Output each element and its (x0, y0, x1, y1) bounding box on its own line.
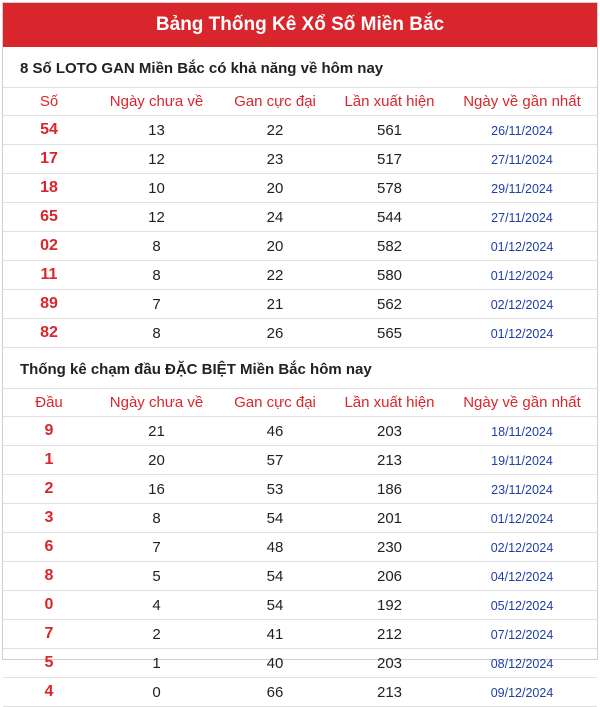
appearances-cell: 230 (332, 533, 447, 562)
number-cell: 1 (3, 446, 95, 475)
table-row (3, 591, 597, 620)
max-gap-cell: 24 (218, 203, 332, 232)
column-header: Ngày chưa về (95, 389, 218, 417)
table-row (3, 145, 597, 174)
appearances-cell: 561 (332, 116, 447, 145)
max-gap-cell: 22 (218, 261, 332, 290)
last-date-cell: 07/12/2024 (447, 620, 597, 649)
max-gap-cell: 48 (218, 533, 332, 562)
max-gap-cell: 54 (218, 504, 332, 533)
last-date-cell: 01/12/2024 (447, 232, 597, 261)
days-missing-cell: 12 (95, 145, 218, 174)
last-date-cell: 01/12/2024 (447, 261, 597, 290)
appearances-cell: 206 (332, 562, 447, 591)
number-cell: 82 (3, 319, 95, 348)
number-cell: 9 (3, 417, 95, 446)
max-gap-cell: 54 (218, 562, 332, 591)
table-row (3, 562, 597, 591)
appearances-cell: 203 (332, 649, 447, 678)
last-date-cell: 04/12/2024 (447, 562, 597, 591)
loto-gan-table (3, 88, 597, 348)
days-missing-cell: 5 (95, 562, 218, 591)
column-header: Gan cực đại (218, 389, 332, 417)
days-missing-cell: 0 (95, 678, 218, 707)
dac-biet-table (3, 389, 597, 707)
appearances-cell: 580 (332, 261, 447, 290)
last-date-cell: 29/11/2024 (447, 174, 597, 203)
number-cell: 7 (3, 620, 95, 649)
max-gap-cell: 20 (218, 174, 332, 203)
column-header: Ngày về gần nhất (447, 389, 597, 417)
column-header: Ngày chưa về (95, 88, 218, 116)
max-gap-cell: 53 (218, 475, 332, 504)
table-row (3, 620, 597, 649)
max-gap-cell: 23 (218, 145, 332, 174)
last-date-cell: 01/12/2024 (447, 504, 597, 533)
column-header: Lần xuất hiện (332, 88, 447, 116)
max-gap-cell: 40 (218, 649, 332, 678)
days-missing-cell: 16 (95, 475, 218, 504)
column-header: Lần xuất hiện (332, 389, 447, 417)
number-cell: 6 (3, 533, 95, 562)
appearances-cell: 578 (332, 174, 447, 203)
number-cell: 54 (3, 116, 95, 145)
last-date-cell: 23/11/2024 (447, 475, 597, 504)
table-row (3, 261, 597, 290)
table-header-row (3, 88, 597, 116)
number-cell: 18 (3, 174, 95, 203)
days-missing-cell: 8 (95, 504, 218, 533)
last-date-cell: 19/11/2024 (447, 446, 597, 475)
table-row (3, 678, 597, 707)
table-row (3, 116, 597, 145)
number-cell: 89 (3, 290, 95, 319)
days-missing-cell: 13 (95, 116, 218, 145)
max-gap-cell: 66 (218, 678, 332, 707)
table-row (3, 232, 597, 261)
last-date-cell: 26/11/2024 (447, 116, 597, 145)
last-date-cell: 18/11/2024 (447, 417, 597, 446)
appearances-cell: 213 (332, 446, 447, 475)
table-row (3, 533, 597, 562)
days-missing-cell: 20 (95, 446, 218, 475)
table-row (3, 417, 597, 446)
stats-panel (2, 2, 598, 701)
appearances-cell: 203 (332, 417, 447, 446)
days-missing-cell: 7 (95, 290, 218, 319)
table-row (3, 649, 597, 678)
column-header: Ngày về gần nhất (447, 88, 597, 116)
last-date-cell: 01/12/2024 (447, 319, 597, 348)
last-date-cell: 27/11/2024 (447, 145, 597, 174)
days-missing-cell: 8 (95, 319, 218, 348)
last-date-cell: 02/12/2024 (447, 290, 597, 319)
number-cell: 8 (3, 562, 95, 591)
last-date-cell: 27/11/2024 (447, 203, 597, 232)
days-missing-cell: 2 (95, 620, 218, 649)
table-row (3, 290, 597, 319)
last-date-cell: 08/12/2024 (447, 649, 597, 678)
days-missing-cell: 7 (95, 533, 218, 562)
section-loto-gan-heading: 8 Số LOTO GAN Miền Bắc có khả năng về hôm nay (3, 47, 597, 88)
appearances-cell: 517 (332, 145, 447, 174)
number-cell: 11 (3, 261, 95, 290)
number-cell: 4 (3, 678, 95, 707)
number-cell: 5 (3, 649, 95, 678)
max-gap-cell: 20 (218, 232, 332, 261)
number-cell: 65 (3, 203, 95, 232)
table-row (3, 504, 597, 533)
number-cell: 3 (3, 504, 95, 533)
days-missing-cell: 4 (95, 591, 218, 620)
column-header: Gan cực đại (218, 88, 332, 116)
column-header: Số (3, 88, 95, 116)
number-cell: 2 (3, 475, 95, 504)
max-gap-cell: 54 (218, 591, 332, 620)
days-missing-cell: 10 (95, 174, 218, 203)
max-gap-cell: 57 (218, 446, 332, 475)
days-missing-cell: 21 (95, 417, 218, 446)
column-header: Đầu (3, 389, 95, 417)
days-missing-cell: 1 (95, 649, 218, 678)
appearances-cell: 562 (332, 290, 447, 319)
number-cell: 0 (3, 591, 95, 620)
max-gap-cell: 41 (218, 620, 332, 649)
days-missing-cell: 8 (95, 232, 218, 261)
number-cell: 17 (3, 145, 95, 174)
appearances-cell: 186 (332, 475, 447, 504)
days-missing-cell: 12 (95, 203, 218, 232)
max-gap-cell: 22 (218, 116, 332, 145)
appearances-cell: 544 (332, 203, 447, 232)
section-dac-biet-heading: Thống kê chạm đầu ĐẶC BIỆT Miền Bắc hôm nay (3, 350, 597, 389)
appearances-cell: 201 (332, 504, 447, 533)
appearances-cell: 565 (332, 319, 447, 348)
page-title: Bảng Thống Kê Xổ Số Miền Bắc (3, 3, 597, 47)
appearances-cell: 212 (332, 620, 447, 649)
number-cell: 02 (3, 232, 95, 261)
table-row (3, 174, 597, 203)
table-row (3, 203, 597, 232)
max-gap-cell: 46 (218, 417, 332, 446)
max-gap-cell: 26 (218, 319, 332, 348)
appearances-cell: 582 (332, 232, 447, 261)
table-row (3, 475, 597, 504)
days-missing-cell: 8 (95, 261, 218, 290)
table-header-row (3, 389, 597, 417)
appearances-cell: 192 (332, 591, 447, 620)
last-date-cell: 05/12/2024 (447, 591, 597, 620)
appearances-cell: 213 (332, 678, 447, 707)
last-date-cell: 09/12/2024 (447, 678, 597, 707)
table-row (3, 446, 597, 475)
last-date-cell: 02/12/2024 (447, 533, 597, 562)
max-gap-cell: 21 (218, 290, 332, 319)
table-row (3, 319, 597, 348)
